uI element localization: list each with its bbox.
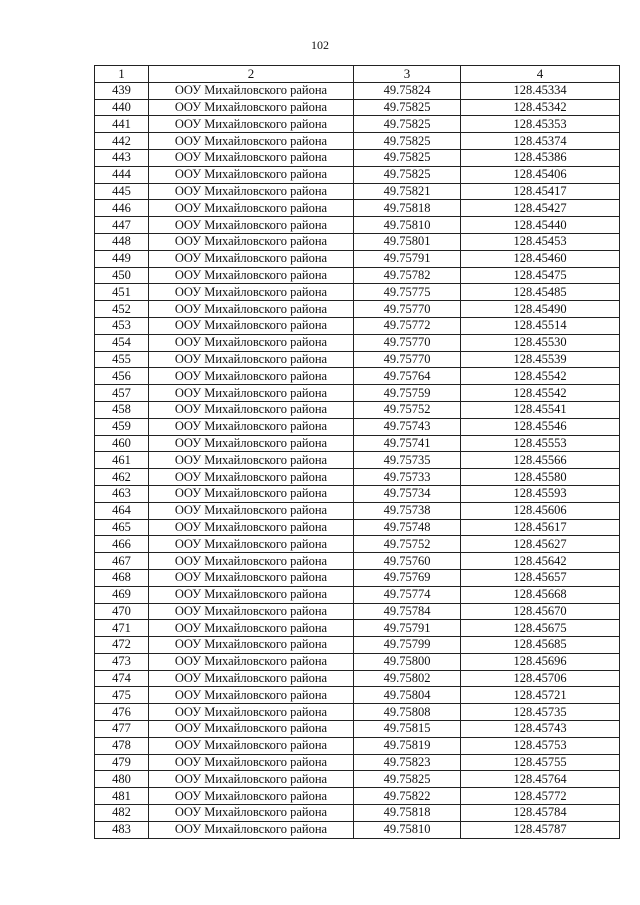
object-name-cell: ООУ Михайловского района <box>149 418 354 435</box>
row-number-cell: 460 <box>95 435 149 452</box>
table-row <box>95 82 620 99</box>
row-number-cell: 481 <box>95 788 149 805</box>
row-number-cell: 442 <box>95 133 149 150</box>
object-name-cell: ООУ Михайловского района <box>149 166 354 183</box>
latitude-cell: 49.75759 <box>354 385 461 402</box>
table-row <box>95 149 620 166</box>
row-number-cell: 475 <box>95 687 149 704</box>
latitude-cell: 49.75764 <box>354 368 461 385</box>
table-row <box>95 704 620 721</box>
longitude-cell: 128.45566 <box>461 452 620 469</box>
object-name-cell: ООУ Михайловского района <box>149 351 354 368</box>
latitude-cell: 49.75782 <box>354 267 461 284</box>
row-number-cell: 477 <box>95 721 149 738</box>
longitude-cell: 128.45374 <box>461 133 620 150</box>
latitude-cell: 49.75815 <box>354 721 461 738</box>
longitude-cell: 128.45460 <box>461 250 620 267</box>
row-number-cell: 446 <box>95 200 149 217</box>
object-name-cell: ООУ Михайловского района <box>149 200 354 217</box>
object-name-cell: ООУ Михайловского района <box>149 149 354 166</box>
latitude-cell: 49.75733 <box>354 469 461 486</box>
row-number-cell: 478 <box>95 737 149 754</box>
row-number-cell: 443 <box>95 149 149 166</box>
row-number-cell: 449 <box>95 250 149 267</box>
table-row <box>95 452 620 469</box>
longitude-cell: 128.45580 <box>461 469 620 486</box>
table-row <box>95 99 620 116</box>
longitude-cell: 128.45485 <box>461 284 620 301</box>
latitude-cell: 49.75791 <box>354 250 461 267</box>
latitude-cell: 49.75825 <box>354 166 461 183</box>
row-number-cell: 465 <box>95 519 149 536</box>
column-header-name: 2 <box>149 66 354 83</box>
table-row <box>95 301 620 318</box>
longitude-cell: 128.45342 <box>461 99 620 116</box>
table-row <box>95 250 620 267</box>
table-row <box>95 469 620 486</box>
table-row <box>95 334 620 351</box>
table-row <box>95 553 620 570</box>
row-number-cell: 474 <box>95 670 149 687</box>
table-row <box>95 637 620 654</box>
object-name-cell: ООУ Михайловского района <box>149 771 354 788</box>
latitude-cell: 49.75770 <box>354 351 461 368</box>
object-name-cell: ООУ Михайловского района <box>149 183 354 200</box>
longitude-cell: 128.45787 <box>461 821 620 838</box>
object-name-cell: ООУ Михайловского района <box>149 334 354 351</box>
object-name-cell: ООУ Михайловского района <box>149 435 354 452</box>
latitude-cell: 49.75825 <box>354 133 461 150</box>
object-name-cell: ООУ Михайловского района <box>149 116 354 133</box>
object-name-cell: ООУ Михайловского района <box>149 805 354 822</box>
row-number-cell: 462 <box>95 469 149 486</box>
table-row <box>95 569 620 586</box>
object-name-cell: ООУ Михайловского района <box>149 653 354 670</box>
latitude-cell: 49.75772 <box>354 317 461 334</box>
latitude-cell: 49.75808 <box>354 704 461 721</box>
longitude-cell: 128.45755 <box>461 754 620 771</box>
table-row <box>95 805 620 822</box>
object-name-cell: ООУ Михайловского района <box>149 452 354 469</box>
row-number-cell: 453 <box>95 317 149 334</box>
latitude-cell: 49.75825 <box>354 149 461 166</box>
latitude-cell: 49.75802 <box>354 670 461 687</box>
object-name-cell: ООУ Михайловского района <box>149 754 354 771</box>
table-row <box>95 620 620 637</box>
object-name-cell: ООУ Михайловского района <box>149 469 354 486</box>
table-row <box>95 721 620 738</box>
object-name-cell: ООУ Михайловского района <box>149 553 354 570</box>
row-number-cell: 469 <box>95 586 149 603</box>
table-row <box>95 233 620 250</box>
longitude-cell: 128.45453 <box>461 233 620 250</box>
table-row <box>95 200 620 217</box>
longitude-cell: 128.45753 <box>461 737 620 754</box>
row-number-cell: 471 <box>95 620 149 637</box>
row-number-cell: 461 <box>95 452 149 469</box>
table-row <box>95 284 620 301</box>
longitude-cell: 128.45541 <box>461 401 620 418</box>
row-number-cell: 466 <box>95 536 149 553</box>
row-number-cell: 454 <box>95 334 149 351</box>
page-number: 102 <box>311 38 329 52</box>
longitude-cell: 128.45675 <box>461 620 620 637</box>
latitude-cell: 49.75770 <box>354 334 461 351</box>
table-row <box>95 317 620 334</box>
coordinates-table-container <box>94 65 620 839</box>
table-row <box>95 754 620 771</box>
object-name-cell: ООУ Михайловского района <box>149 250 354 267</box>
table-row <box>95 116 620 133</box>
object-name-cell: ООУ Михайловского района <box>149 233 354 250</box>
longitude-cell: 128.45546 <box>461 418 620 435</box>
row-number-cell: 448 <box>95 233 149 250</box>
longitude-cell: 128.45627 <box>461 536 620 553</box>
longitude-cell: 128.45657 <box>461 569 620 586</box>
table-row <box>95 603 620 620</box>
table-row <box>95 519 620 536</box>
row-number-cell: 476 <box>95 704 149 721</box>
table-row <box>95 653 620 670</box>
row-number-cell: 468 <box>95 569 149 586</box>
table-row <box>95 435 620 452</box>
table-row <box>95 183 620 200</box>
longitude-cell: 128.45514 <box>461 317 620 334</box>
table-row <box>95 351 620 368</box>
longitude-cell: 128.45542 <box>461 368 620 385</box>
table-row <box>95 670 620 687</box>
object-name-cell: ООУ Михайловского района <box>149 99 354 116</box>
longitude-cell: 128.45606 <box>461 502 620 519</box>
column-header-latitude: 3 <box>354 66 461 83</box>
coordinates-table <box>94 65 620 839</box>
row-number-cell: 470 <box>95 603 149 620</box>
latitude-cell: 49.75819 <box>354 737 461 754</box>
row-number-cell: 480 <box>95 771 149 788</box>
longitude-cell: 128.45353 <box>461 116 620 133</box>
object-name-cell: ООУ Михайловского района <box>149 368 354 385</box>
row-number-cell: 458 <box>95 401 149 418</box>
row-number-cell: 440 <box>95 99 149 116</box>
latitude-cell: 49.75799 <box>354 637 461 654</box>
row-number-cell: 444 <box>95 166 149 183</box>
longitude-cell: 128.45735 <box>461 704 620 721</box>
latitude-cell: 49.75774 <box>354 586 461 603</box>
longitude-cell: 128.45475 <box>461 267 620 284</box>
longitude-cell: 128.45668 <box>461 586 620 603</box>
table-row <box>95 217 620 234</box>
object-name-cell: ООУ Михайловского района <box>149 385 354 402</box>
longitude-cell: 128.45743 <box>461 721 620 738</box>
longitude-cell: 128.45696 <box>461 653 620 670</box>
longitude-cell: 128.45386 <box>461 149 620 166</box>
longitude-cell: 128.45417 <box>461 183 620 200</box>
longitude-cell: 128.45617 <box>461 519 620 536</box>
latitude-cell: 49.75784 <box>354 603 461 620</box>
row-number-cell: 483 <box>95 821 149 838</box>
latitude-cell: 49.75824 <box>354 82 461 99</box>
object-name-cell: ООУ Михайловского района <box>149 401 354 418</box>
object-name-cell: ООУ Михайловского района <box>149 788 354 805</box>
latitude-cell: 49.75770 <box>354 301 461 318</box>
table-row <box>95 687 620 704</box>
latitude-cell: 49.75825 <box>354 771 461 788</box>
row-number-cell: 456 <box>95 368 149 385</box>
latitude-cell: 49.75804 <box>354 687 461 704</box>
table-row <box>95 821 620 838</box>
table-row <box>95 133 620 150</box>
object-name-cell: ООУ Михайловского района <box>149 536 354 553</box>
table-header-row <box>95 66 620 83</box>
row-number-cell: 447 <box>95 217 149 234</box>
longitude-cell: 128.45530 <box>461 334 620 351</box>
latitude-cell: 49.75825 <box>354 116 461 133</box>
latitude-cell: 49.75748 <box>354 519 461 536</box>
table-row <box>95 502 620 519</box>
longitude-cell: 128.45427 <box>461 200 620 217</box>
row-number-cell: 467 <box>95 553 149 570</box>
latitude-cell: 49.75791 <box>354 620 461 637</box>
table-row <box>95 771 620 788</box>
row-number-cell: 451 <box>95 284 149 301</box>
object-name-cell: ООУ Михайловского района <box>149 133 354 150</box>
row-number-cell: 457 <box>95 385 149 402</box>
row-number-cell: 482 <box>95 805 149 822</box>
latitude-cell: 49.75738 <box>354 502 461 519</box>
latitude-cell: 49.75810 <box>354 821 461 838</box>
object-name-cell: ООУ Михайловского района <box>149 301 354 318</box>
latitude-cell: 49.75734 <box>354 485 461 502</box>
object-name-cell: ООУ Михайловского района <box>149 821 354 838</box>
latitude-cell: 49.75735 <box>354 452 461 469</box>
row-number-cell: 445 <box>95 183 149 200</box>
latitude-cell: 49.75743 <box>354 418 461 435</box>
latitude-cell: 49.75769 <box>354 569 461 586</box>
object-name-cell: ООУ Михайловского района <box>149 217 354 234</box>
longitude-cell: 128.45542 <box>461 385 620 402</box>
latitude-cell: 49.75775 <box>354 284 461 301</box>
longitude-cell: 128.45440 <box>461 217 620 234</box>
longitude-cell: 128.45706 <box>461 670 620 687</box>
row-number-cell: 463 <box>95 485 149 502</box>
latitude-cell: 49.75821 <box>354 183 461 200</box>
latitude-cell: 49.75800 <box>354 653 461 670</box>
column-header-longitude: 4 <box>461 66 620 83</box>
object-name-cell: ООУ Михайловского района <box>149 569 354 586</box>
latitude-cell: 49.75810 <box>354 217 461 234</box>
object-name-cell: ООУ Михайловского района <box>149 687 354 704</box>
latitude-cell: 49.75825 <box>354 99 461 116</box>
object-name-cell: ООУ Михайловского района <box>149 502 354 519</box>
longitude-cell: 128.45334 <box>461 82 620 99</box>
longitude-cell: 128.45772 <box>461 788 620 805</box>
table-row <box>95 586 620 603</box>
object-name-cell: ООУ Михайловского района <box>149 637 354 654</box>
longitude-cell: 128.45670 <box>461 603 620 620</box>
table-row <box>95 267 620 284</box>
longitude-cell: 128.45784 <box>461 805 620 822</box>
object-name-cell: ООУ Михайловского района <box>149 82 354 99</box>
longitude-cell: 128.45539 <box>461 351 620 368</box>
object-name-cell: ООУ Михайловского района <box>149 737 354 754</box>
row-number-cell: 479 <box>95 754 149 771</box>
longitude-cell: 128.45490 <box>461 301 620 318</box>
latitude-cell: 49.75760 <box>354 553 461 570</box>
row-number-cell: 473 <box>95 653 149 670</box>
table-row <box>95 401 620 418</box>
object-name-cell: ООУ Михайловского района <box>149 317 354 334</box>
longitude-cell: 128.45593 <box>461 485 620 502</box>
latitude-cell: 49.75822 <box>354 788 461 805</box>
longitude-cell: 128.45406 <box>461 166 620 183</box>
latitude-cell: 49.75823 <box>354 754 461 771</box>
row-number-cell: 439 <box>95 82 149 99</box>
latitude-cell: 49.75801 <box>354 233 461 250</box>
table-row <box>95 166 620 183</box>
table-row <box>95 536 620 553</box>
longitude-cell: 128.45642 <box>461 553 620 570</box>
table-row <box>95 737 620 754</box>
latitude-cell: 49.75741 <box>354 435 461 452</box>
table-body <box>95 82 620 838</box>
object-name-cell: ООУ Михайловского района <box>149 586 354 603</box>
latitude-cell: 49.75752 <box>354 536 461 553</box>
row-number-cell: 455 <box>95 351 149 368</box>
longitude-cell: 128.45721 <box>461 687 620 704</box>
latitude-cell: 49.75818 <box>354 805 461 822</box>
object-name-cell: ООУ Михайловского района <box>149 603 354 620</box>
column-header-number: 1 <box>95 66 149 83</box>
table-row <box>95 418 620 435</box>
table-row <box>95 485 620 502</box>
row-number-cell: 452 <box>95 301 149 318</box>
row-number-cell: 472 <box>95 637 149 654</box>
row-number-cell: 441 <box>95 116 149 133</box>
longitude-cell: 128.45764 <box>461 771 620 788</box>
row-number-cell: 459 <box>95 418 149 435</box>
object-name-cell: ООУ Михайловского района <box>149 704 354 721</box>
table-row <box>95 788 620 805</box>
table-row <box>95 385 620 402</box>
row-number-cell: 464 <box>95 502 149 519</box>
object-name-cell: ООУ Михайловского района <box>149 485 354 502</box>
table-row <box>95 368 620 385</box>
longitude-cell: 128.45553 <box>461 435 620 452</box>
latitude-cell: 49.75818 <box>354 200 461 217</box>
row-number-cell: 450 <box>95 267 149 284</box>
latitude-cell: 49.75752 <box>354 401 461 418</box>
longitude-cell: 128.45685 <box>461 637 620 654</box>
object-name-cell: ООУ Михайловского района <box>149 519 354 536</box>
object-name-cell: ООУ Михайловского района <box>149 670 354 687</box>
object-name-cell: ООУ Михайловского района <box>149 620 354 637</box>
object-name-cell: ООУ Михайловского района <box>149 721 354 738</box>
object-name-cell: ООУ Михайловского района <box>149 267 354 284</box>
object-name-cell: ООУ Михайловского района <box>149 284 354 301</box>
